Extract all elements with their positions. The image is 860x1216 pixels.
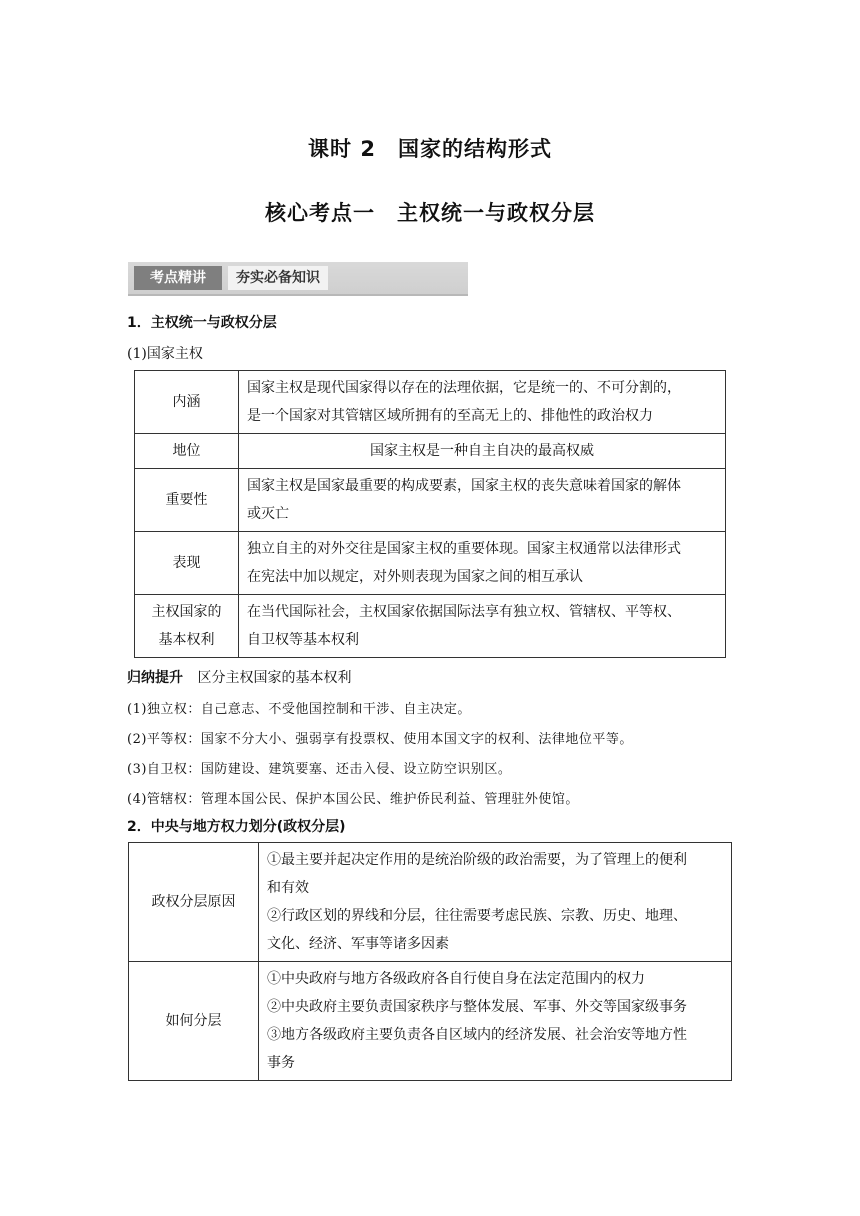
value-line: ③地方各级政府主要负责各自区域内的经济发展、社会治安等地方性: [267, 1027, 687, 1043]
summary-label: 归纳提升: [127, 670, 183, 686]
table-row: [135, 595, 726, 658]
summary-item: (3)自卫权：国防建设、建筑要塞、还击入侵、设立防空识别区。: [127, 762, 512, 777]
value-line: 国家主权是国家最重要的构成要素，国家主权的丧失意味着国家的解体: [247, 478, 681, 494]
row-value: [239, 532, 726, 595]
summary-item: (2)平等权：国家不分大小、强弱享有投票权、使用本国文字的权利、法律地位平等。: [127, 732, 633, 747]
row-key: [129, 962, 259, 1081]
row-key: [135, 595, 239, 658]
section-title: 核心考点一 主权统一与政权分层: [265, 201, 595, 225]
summary-item: (4)管辖权：管理本国公民、保护本国公民、维护侨民利益、管理驻外使馆。: [127, 792, 579, 807]
row-key: [135, 371, 239, 434]
row-value: [239, 371, 726, 434]
key-text: 主权国家的: [151, 604, 222, 620]
table-row: [135, 434, 726, 469]
summary-heading: [127, 667, 351, 687]
key-text: 基本权利: [158, 632, 215, 648]
summary-title: 区分主权国家的基本权利: [197, 670, 352, 686]
value-line: ①中央政府与地方各级政府各自行使自身在法定范围内的权力: [267, 971, 645, 987]
power-division-table: [128, 842, 732, 1081]
key-points-banner: [128, 262, 468, 296]
value-line: 在当代国际社会，主权国家依据国际法享有独立权、管辖权、平等权、: [247, 604, 681, 620]
value-line: 在宪法中加以规定，对外则表现为国家之间的相互承认: [247, 569, 583, 585]
table-row: [135, 532, 726, 595]
value-line: ②中央政府主要负责国家秩序与整体发展、军事、外交等国家级事务: [267, 999, 687, 1015]
banner-subtitle: 夯实必备知识: [228, 266, 328, 290]
value-line: 和有效: [267, 880, 309, 896]
subheading-national-sovereignty: (1)国家主权: [127, 346, 203, 362]
value-line: 或灭亡: [247, 506, 289, 522]
table-row: [135, 469, 726, 532]
key-text: 表现: [172, 555, 201, 571]
sovereignty-table: [134, 370, 726, 658]
key-text: 地位: [172, 443, 201, 459]
row-value: [259, 843, 732, 962]
row-value: [239, 469, 726, 532]
value-line: 独立自主的对外交往是国家主权的重要体现。国家主权通常以法律形式: [247, 541, 681, 557]
table-row: [129, 843, 732, 962]
lesson-title: 课时 2 国家的结构形式: [308, 137, 552, 161]
row-key: [135, 434, 239, 469]
value-line: 文化、经济、军事等诸多因素: [267, 936, 449, 952]
key-text: 内涵: [172, 394, 201, 410]
row-key: [135, 532, 239, 595]
row-value: [239, 434, 726, 469]
heading-sovereignty: 1．主权统一与政权分层: [127, 315, 277, 331]
value-line: 事务: [267, 1055, 295, 1071]
banner-tag: 考点精讲: [134, 266, 222, 290]
table-row: [135, 371, 726, 434]
row-key: [129, 843, 259, 962]
key-text: 重要性: [165, 492, 208, 508]
value-line: 自卫权等基本权利: [247, 632, 359, 648]
key-text: 政权分层原因: [151, 894, 236, 910]
value-line: 国家主权是现代国家得以存在的法理依据，它是统一的、不可分割的，: [247, 380, 681, 396]
value-line: 是一个国家对其管辖区域所拥有的至高无上的、排他性的政治权力: [247, 408, 653, 424]
row-value: [259, 962, 732, 1081]
row-key: [135, 469, 239, 532]
heading-power-division: 2．中央与地方权力划分(政权分层): [127, 819, 346, 835]
table-row: [129, 962, 732, 1081]
value-line: 国家主权是一种自主自决的最高权威: [370, 443, 594, 459]
value-line: ②行政区划的界线和分层，往往需要考虑民族、宗教、历史、地理、: [267, 908, 687, 924]
summary-item: (1)独立权：自己意志、不受他国控制和干涉、自主决定。: [127, 702, 471, 717]
value-line: ①最主要并起决定作用的是统治阶级的政治需要，为了管理上的便利: [267, 852, 687, 868]
key-text: 如何分层: [165, 1013, 222, 1029]
row-value: [239, 595, 726, 658]
